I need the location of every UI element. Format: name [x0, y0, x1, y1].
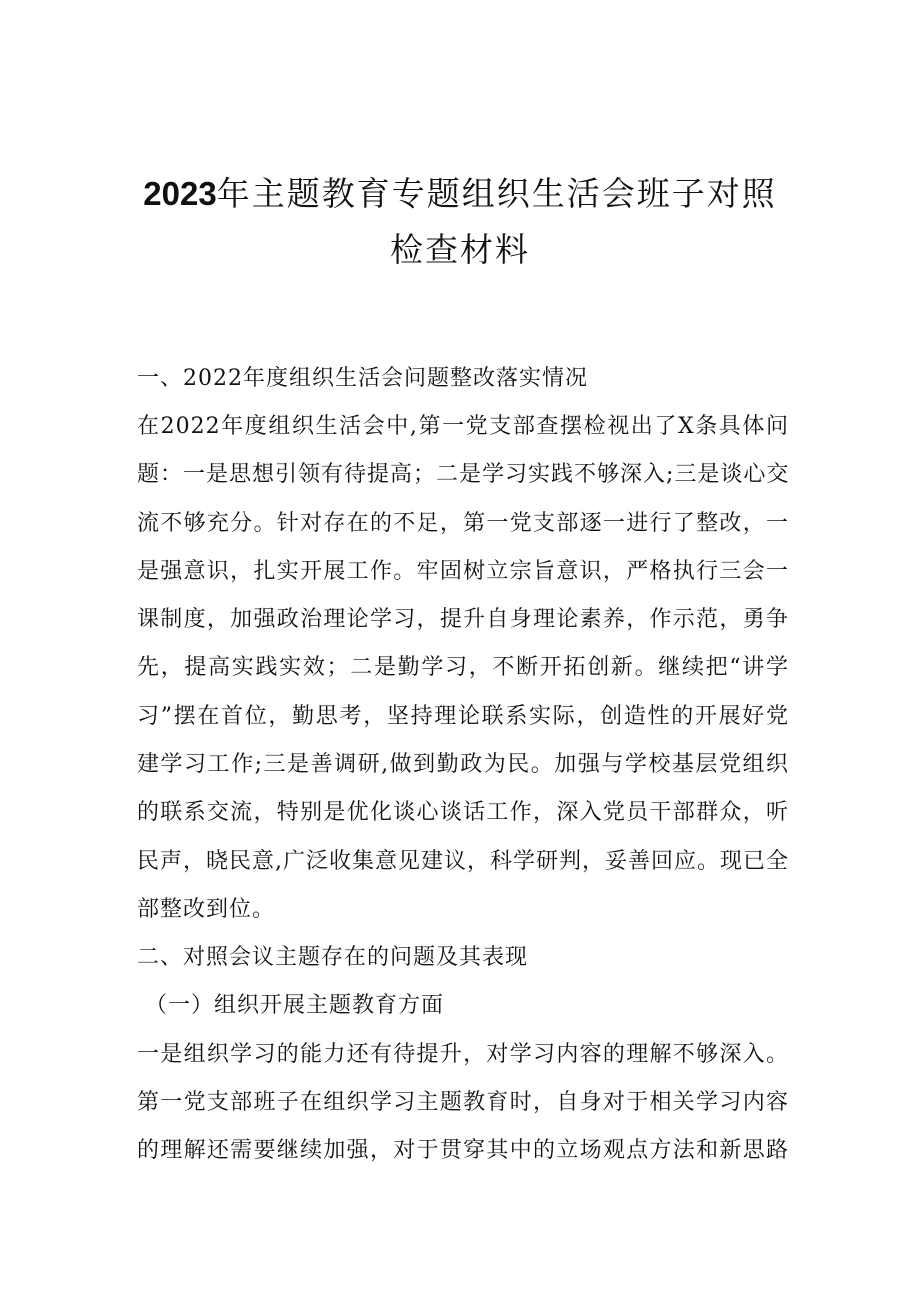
body-line: 部整改到位。	[137, 897, 276, 922]
body-line: 课制度，加强政治理论学习，提升自身理论素养，作示范，勇争	[137, 607, 789, 632]
title-year: 2023	[143, 175, 217, 212]
document-title-line-1	[0, 174, 920, 214]
section-heading-2: 二、对照会议主题存在的问题及其表现	[137, 945, 529, 970]
body-line: 流不够充分。针对存在的不足，第一党支部逐一进行了整改，一	[137, 511, 789, 536]
body-line: 建学习工作;三是善调研,做到勤政为民。加强与学校基层党组织	[137, 752, 789, 777]
body-line: 的联系交流，特别是优化谈心谈话工作，深入党员干部群众，听	[137, 800, 789, 825]
body-line: 第一党支部班子在组织学习主题教育时，自身对于相关学习内容	[137, 1090, 789, 1115]
body-line: 习”摆在首位，勤思考，坚持理论联系实际，创造性的开展好党	[137, 704, 789, 729]
document-title-line-2: 检查材料	[390, 230, 530, 269]
body-line: 的理解还需要继续加强，对于贯穿其中的立场观点方法和新思路	[137, 1138, 789, 1163]
body-line: 题：一是思想引领有待提高；二是学习实践不够深入;三是谈心交	[137, 462, 790, 487]
body-line: 民声，晓民意,广泛收集意见建议，科学研判，妥善回应。现已全	[137, 849, 789, 874]
body-line: 先，提高实践实效；二是勤学习，不断开拓创新。继续把“讲学	[137, 655, 789, 680]
body-line: 一是组织学习的能力还有待提升，对学习内容的理解不够深入。	[137, 1042, 789, 1067]
section-heading-1: 一、2022年度组织生活会问题整改落实情况	[137, 366, 588, 391]
body-line: 是强意识，扎实开展工作。牢固树立宗旨意识，严格执行三会一	[137, 559, 789, 584]
title-text: 年主题教育专题组织生活会班子对照	[216, 174, 777, 213]
body-line: 在2022年度组织生活会中,第一党支部查摆检视出了X条具体问	[137, 414, 789, 439]
subsection-heading: （一）组织开展主题教育方面	[145, 993, 445, 1018]
